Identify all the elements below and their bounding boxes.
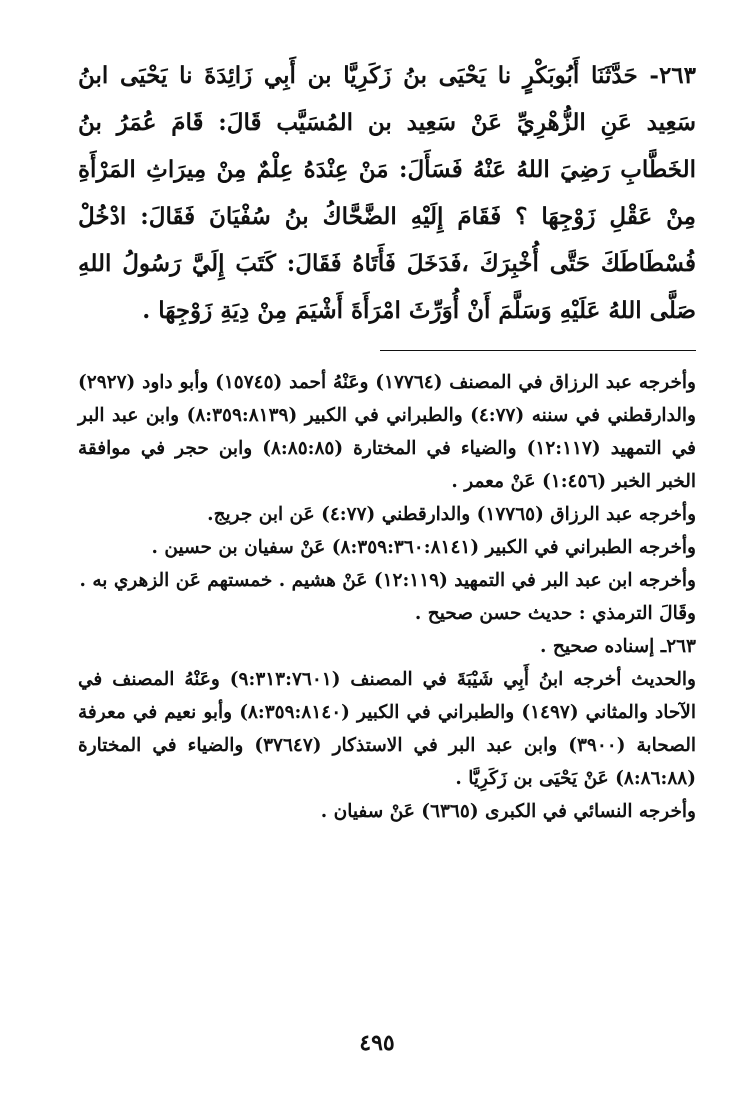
hadith-paragraph: ٢٦٣- حَدَّثَنَا أَبُوبَكْرٍ نا يَحْيَى بنُ زَكَرِيَّا بن أَبِي زَائِدَةَ نا يَحْيَى ابنُ سَعِيد عَنِ الزُّهْرِيِّ عَنْ سَعِيد بن المُسَيَّب قَالَ: قَامَ عُمَرُ بنُ الخَطَّابِ رَضِيَ اللهُ عَنْهُ فَسَأَلَ: مَنْ عِنْدَهُ عِلْمٌ مِنْ مِيرَاثِ المَرْأَةِ مِنْ عَقْلِ زَوْجِهَا ؟ فَقَامَ إِلَيْهِ الضَّحَّاكُ بنُ سُفْيَانَ فَقَالَ: ادْخُلْ فُسْطَاطَكَ حَتَّى أُخْبِرَكَ ،فَدَخَلَ فَأَتَاهُ فَقَالَ: كَتَبَ إِلَيَّ رَسُولُ اللهِ صَلَّى اللهُ عَلَيْهِ وَسَلَّمَ أَنْ أُوَرِّثَ امْرَأَةَ أَشْيَمَ مِنْ دِيَةِ زَوْجِهَا .: [78, 62, 696, 324]
footnotes: [78, 366, 696, 828]
footnote-paragraph: والحديث أخرجه ابنُ أَبِي شَيْبَةَ في المصنف (٩:٣١٣:٧٦٠١) وعَنْهُ المصنف في الآحاد والمثاني (١٤٩٧) والطبراني في الكبير (٨:٣٥٩:٨١٤٠) وأبو نعيم في معرفة الصحابة (٣٩٠٠) وابن عبد البر في الاستذكار (٣٧٦٤٧) والضياء في المختارة (٨:٨٦:٨٨) عَنْ يَحْيَى بن زَكَرِيَّا .: [78, 669, 696, 789]
footnote-paragraph: وأخرجه الطبراني في الكبير (٨:٣٥٩:٣٦٠:٨١٤١) عَنْ سفيان بن حسين .: [151, 537, 696, 558]
footnote-paragraph: وأخرجه النسائي في الكبرى (٦٣٦٥) عَنْ سفيان .: [320, 801, 696, 822]
footnote-paragraph: وأخرجه ابن عبد البر في التمهيد (١٢:١١٩) عَنْ هشيم . خمستهم عَن الزهري به .: [79, 570, 696, 591]
footnote-paragraph: ٢٦٣ـ إسناده صحيح .: [540, 636, 696, 657]
footnote-paragraph: وقَالَ الترمذي : حديث حسن صحيح .: [414, 603, 696, 624]
footnote-paragraph: وأخرجه عبد الرزاق في المصنف (١٧٧٦٤) وعَنْهُ أحمد (١٥٧٤٥) وأبو داود (٢٩٢٧) والدارقطني في سننه (٤:٧٧) والطبراني في الكبير (٨:٣٥٩:٨١٣٩) وابن عبد البر في التمهيد (١٢:١١٧) والضياء في المختارة (٨:٨٥:٨٥) وابن حجر في موافقة الخبر الخبر (١:٤٥٦) عَنْ معمر .: [78, 372, 696, 492]
footnote-divider: [380, 350, 696, 351]
footnote-paragraph: وأخرجه عبد الرزاق (١٧٧٦٥) والدارقطني (٤:٧٧) عَن ابن جريج.: [207, 504, 696, 525]
page-number: ٤٩٥: [359, 1030, 395, 1056]
hadith-text: [78, 52, 696, 334]
